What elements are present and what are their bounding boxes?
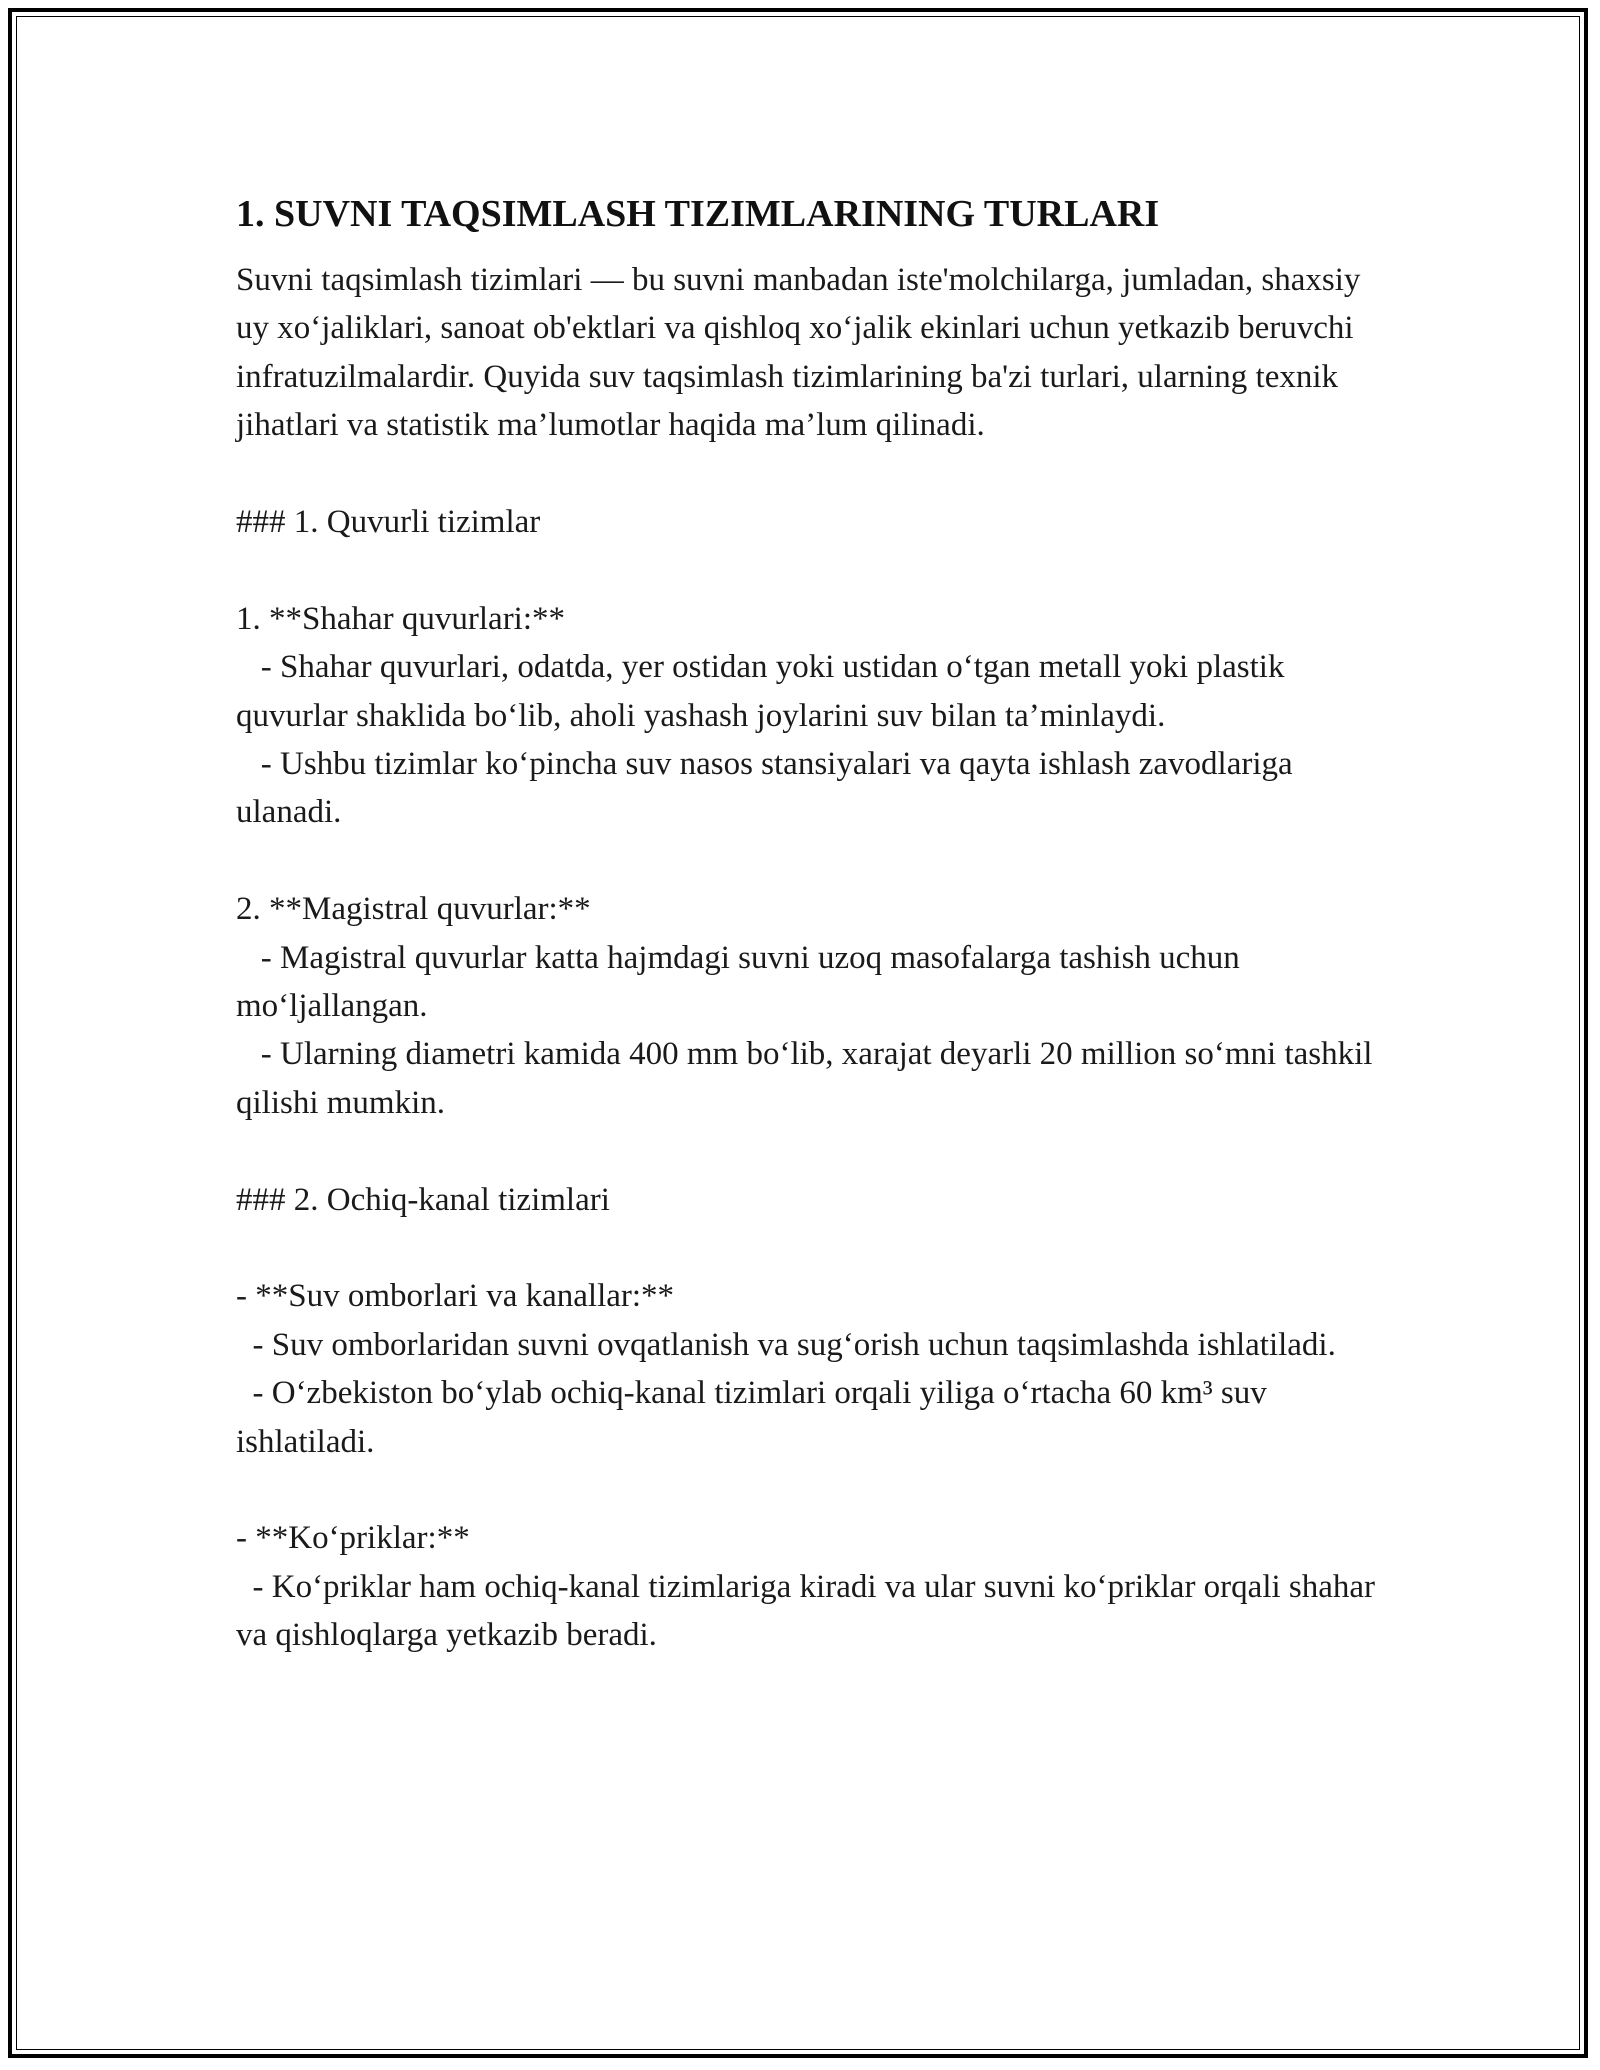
list-item-title: - **Suv omborlari va kanallar:** bbox=[236, 1278, 675, 1315]
spacer bbox=[236, 546, 1386, 594]
list-item-bullet: - O‘zbekiston bo‘ylab ochiq-kanal tizimlari orqali yiliga o‘rtacha 60 km³ suv ishlatiladi. bbox=[236, 1375, 1276, 1460]
spacer bbox=[236, 1224, 1386, 1272]
section-heading: ### 1. Quvurli tizimlar bbox=[236, 504, 541, 541]
list-item-bullet: - Ushbu tizimlar ko‘pincha suv nasos stansiyalari va qayta ishlash zavodlariga ulanadi. bbox=[236, 746, 1301, 831]
section-heading: ### 2. Ochiq-kanal tizimlari bbox=[236, 1181, 610, 1218]
spacer bbox=[236, 1466, 1386, 1514]
intro-paragraph: Suvni taqsimlash tizimlari — bu suvni manbadan iste'molchilarga, jumladan, shaxsiy uy xo‘jaliklari, sanoat ob'ektlari va qishloq xo‘jalik ekinlari uchun yetkazib beruvchi infratuzilmalardir. Quyida suv taqsimlash tizimlarining ba'zi turlari, ularning texnik jihatlari va statistik ma’lumotlar haqida ma’lum qilinadi. bbox=[236, 262, 1369, 444]
list-item-bullet: - Magistral quvurlar katta hajmdagi suvni uzoq masofalarga tashish uchun mo‘ljallangan. bbox=[236, 939, 1249, 1025]
list-item-title: 2. **Magistral quvurlar:** bbox=[236, 891, 591, 928]
document-title: 1. SUVNI TAQSIMLASH TIZIMLARINING TURLARI bbox=[236, 193, 1160, 235]
list-item-title: - **Ko‘priklar:** bbox=[236, 1520, 470, 1557]
spacer bbox=[236, 450, 1386, 498]
document-body bbox=[236, 186, 1386, 1660]
list-item-bullet: - Shahar quvurlari, odatda, yer ostidan yoki ustidan o‘tgan metall yoki plastik quvurlar shaklida bo‘lib, aholi yashash joylarini suv bilan ta’minlaydi. bbox=[236, 649, 1293, 734]
list-item-title: 1. **Shahar quvurlari:** bbox=[236, 600, 566, 637]
list-item-bullet: - Ko‘priklar ham ochiq-kanal tizimlariga kiradi va ular suvni ko‘priklar orqali shahar va qishloqlarga yetkazib beradi. bbox=[236, 1568, 1384, 1654]
spacer bbox=[236, 837, 1386, 885]
spacer bbox=[236, 1127, 1386, 1175]
list-item-bullet: - Suv omborlaridan suvni ovqatlanish va sug‘orish uchun taqsimlashda ishlatiladi. bbox=[236, 1326, 1336, 1363]
list-item-bullet: - Ularning diametri kamida 400 mm bo‘lib, xarajat deyarli 20 million so‘mni tashkil qilishi mumkin. bbox=[236, 1036, 1381, 1121]
